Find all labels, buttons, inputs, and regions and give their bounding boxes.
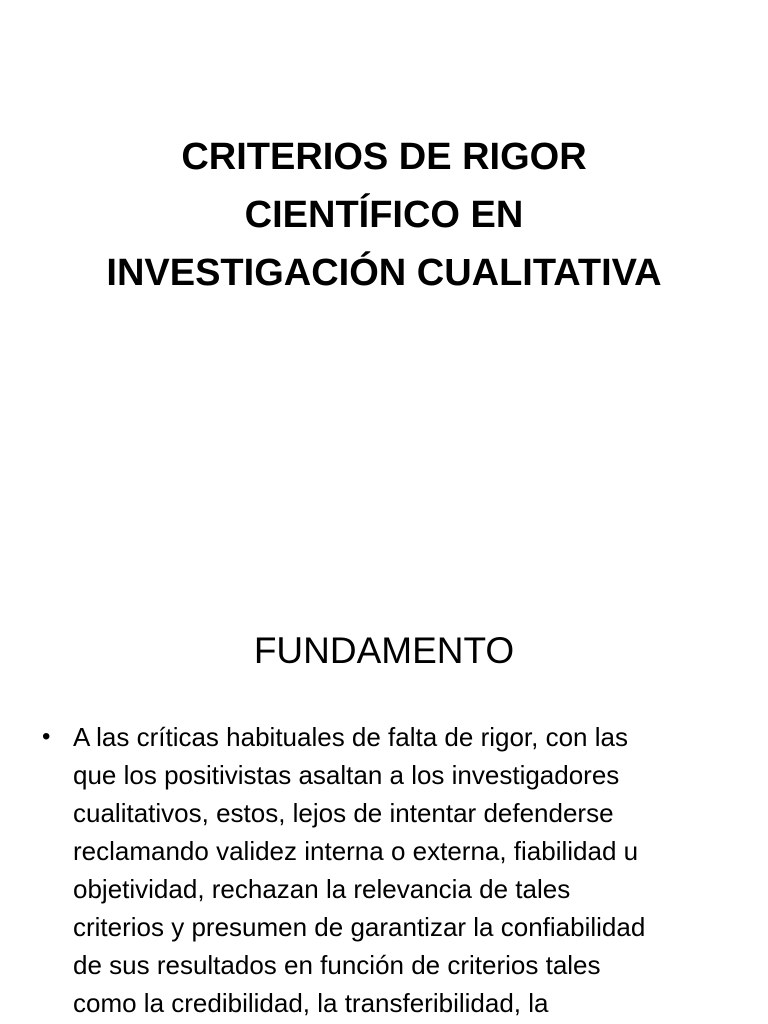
title-line: CRITERIOS DE RIGOR xyxy=(181,136,587,178)
bullet-text-line: como la credibilidad, la transferibilidad, la xyxy=(73,988,549,1018)
bullet-dot-icon: • xyxy=(42,723,51,750)
title-line: INVESTIGACIÓN CUALITATIVA xyxy=(106,252,662,294)
bullet-text-line: de sus resultados en función de criterios tales xyxy=(73,950,601,980)
slide-title xyxy=(40,128,728,302)
bullet-text-line: criterios y presumen de garantizar la confiabilidad xyxy=(73,912,646,942)
bullet-text-line: reclamando validez interna o externa, fiabilidad u xyxy=(73,836,639,866)
bullet-text-line: objetividad, rechazan la relevancia de tales xyxy=(73,874,571,904)
title-line: CIENTÍFICO EN xyxy=(244,194,524,236)
bullet-text-line: que los positivistas asaltan a los investigadores xyxy=(73,760,620,790)
section-heading: FUNDAMENTO xyxy=(253,630,515,671)
bullet-text-line: A las críticas habituales de falta de rigor, con las xyxy=(73,722,628,752)
bullet-text-line: cualitativos, estos, lejos de intentar defenderse xyxy=(73,798,614,828)
bullet-list xyxy=(40,718,740,1022)
bullet-item xyxy=(40,718,740,1022)
